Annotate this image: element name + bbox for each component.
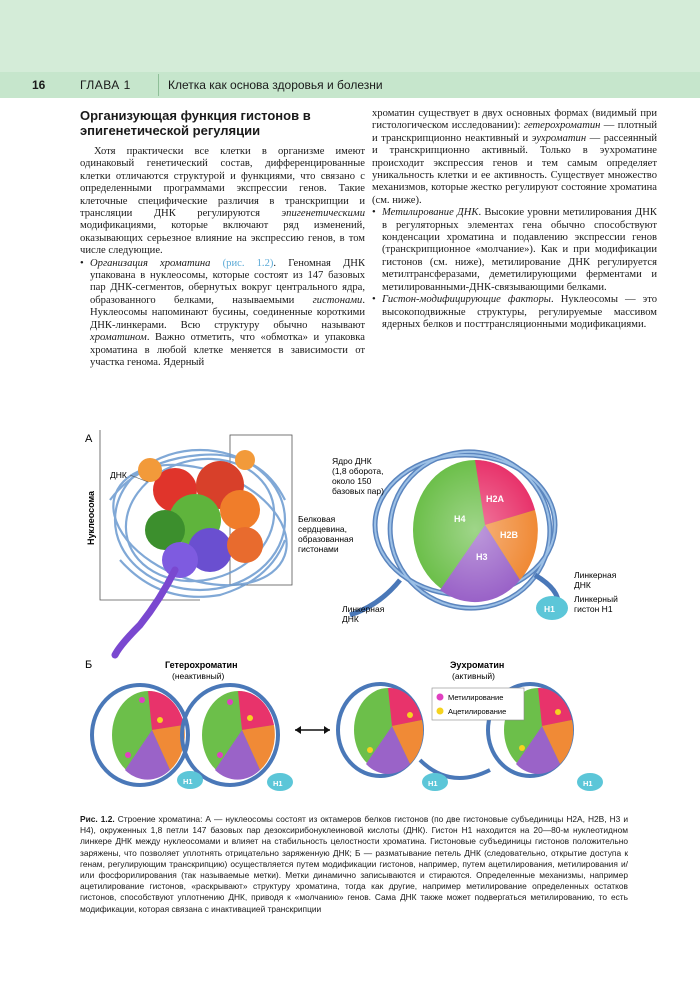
panel-b-label: Б — [85, 659, 93, 671]
euchromatin-subtitle: (активный) — [452, 671, 495, 681]
svg-text:ДНК: ДНК — [574, 580, 591, 590]
chapter-title: Клетка как основа здоровья и болезни — [168, 78, 383, 92]
euchromatin-title: Эухроматин — [450, 660, 505, 670]
core-label — [298, 514, 354, 554]
heterochromatin-subtitle: (неактивный) — [172, 671, 225, 681]
bullet-chromatin: • Организация хроматина (рис. 1.2). Геномная ДНК упакована в нуклеосомы, которые состоят из 147 базовых пар ДНК-сегментов, обернутых вокруг центрального ядра, образованного белками, называемыми гистонами. Нуклеосомы напоминают бусины, соединенные короткими ДНК-линкерами. Всю структуру обычно называют хроматином. Важно отметить, что «обмотка» и упаковка хроматина в любой клетке меняется в зависимости от участка генома. Ядерный — [80, 257, 366, 368]
figure-caption: Рис. 1.2. Строение хроматина: А — нуклеосомы состоят из октамеров белков гистонов (по две гистоновые субъединицы H2A, H2B, H3 и H4), окруженных 1,8 петли 147 базовых пар дезоксирибонуклеиновой кислоты (ДНК). Гистон H1 находится на 20—80-м нуклеотидном линкере ДНК между нуклеосомами и влияет на стабильность целостности хроматина. Гистоновые субъединицы гистонов положительно заряжены, что позволяет уплотнять отрицательно заряженную ДНК; Б — разматывание петель ДНК (следовательно, открытие доступа к генам, регулирующим транскрипцию) осуществляется путем модификации гистонов, например, путем ацетилирования, метилирования и/или фосфорилирования (так называемые метки). Метки динамично записываются и стираются. Определенные механизмы, например ацетилирование гистонов, «раскрывают» структуру хроматина, тогда как другие, например метилирование определенных остатков гистонов, способствуют уплотнению ДНК, приводя к «молчанию» генов. Сама ДНК также может подвергаться метилированию, то есть модификации, которая связана с инактивацией транскрипции — [80, 814, 628, 914]
dna-label-3d: ДНК — [110, 470, 127, 480]
svg-text:сердцевина,: сердцевина, — [298, 524, 348, 534]
svg-text:(1,8 оборота,: (1,8 оборота, — [332, 466, 384, 476]
h1-label: H1 — [544, 604, 555, 614]
legend-acetylation: Ацетилирование — [448, 707, 507, 716]
svg-text:базовых пар): базовых пар) — [332, 486, 384, 496]
svg-text:образованная: образованная — [298, 534, 354, 544]
panel-a-label: А — [85, 433, 93, 445]
h1-label-b1: H1 — [183, 777, 193, 786]
intro-paragraph: Хотя практически все клетки в организме имеют одинаковый генетический состав, дифференцированные клетки отличаются структурой и функциями, что связано с определенными программами экспрессии генов. Такие клеточные специфические различия в транскрипции и трансляции ДНК регулируются эпигенетическими модификациями, которые включают ряд изменений, оказывающих серьезное влияние на экспрессию генов, в том числе следующие. — [80, 146, 365, 257]
chromatin-forms-paragraph: хроматин существует в двух основных формах (видимый при гистологическом исследовании): гетерохроматин — плотный и транскрипционно неактивный и эухроматин — рассеянный и транскрипционно активный. Только в эухроматине происходит экспрессия генов и тем самым определяет уникальность клетки и ее активность. Существует множество механизмов, которые жестко регулируют состояние хроматина (см. ниже). — [372, 108, 657, 206]
svg-text:Линкерная: Линкерная — [342, 604, 385, 614]
nucleosome-vertical-label: Нуклеосома — [86, 490, 96, 545]
linker-dna-right-label — [574, 570, 617, 590]
page-number: 16 — [32, 78, 46, 92]
dna-core-label — [332, 456, 384, 496]
svg-text:Линкерная: Линкерная — [574, 570, 617, 580]
h1-label-b2: H1 — [273, 779, 283, 788]
bullet-histone-factors: • Гистон-модифицирующие факторы. Нуклеосомы — это высокоподвижные структуры, регулируемые массивом ядерных белков и посттрансляционными модификациями. — [372, 294, 657, 330]
section-title: Организующая функция гистонов в эпигенетической регуляции — [80, 108, 311, 138]
h4-label: H4 — [454, 514, 466, 524]
header-separator — [158, 74, 159, 96]
svg-text:Ядро ДНК: Ядро ДНК — [332, 456, 372, 466]
figure-ref-link[interactable]: (рис. 1.2) — [222, 257, 274, 269]
svg-text:гистон H1: гистон H1 — [574, 604, 613, 614]
svg-text:ДНК: ДНК — [342, 614, 359, 624]
svg-text:Белковая: Белковая — [298, 514, 336, 524]
right-column — [372, 108, 657, 331]
h1-label-b4: H1 — [583, 779, 593, 788]
svg-text:гистонами: гистонами — [298, 544, 339, 554]
figure-chromatin — [80, 430, 620, 805]
svg-text:Линкерный: Линкерный — [574, 594, 618, 604]
heterochromatin-title: Гетерохроматин — [165, 660, 238, 670]
nucleosome-3d-model — [97, 430, 304, 655]
left-column — [80, 108, 365, 369]
h2a-label: H2A — [486, 494, 505, 504]
h3-label: H3 — [476, 552, 488, 562]
legend-methylation: Метилирование — [448, 693, 504, 702]
figure-drawing — [80, 430, 620, 805]
h2b-label: H2B — [500, 530, 519, 540]
bullet-dna-methylation: • Метилирование ДНК. Высокие уровни метилирования ДНК в регуляторных элементах гена обычно способствуют конденсации хроматина и подавлению экспрессии генов (транскрипционное «молчание»). Как и при модификации гистонов (см. ниже), метилирование ДНК регулируется метилтрансферазами, деметилирующими ферментами и метилированными-ДНК-связывающими белками. — [372, 207, 657, 293]
linker-histone-label — [574, 594, 618, 614]
nucleosome-schematic — [350, 434, 568, 626]
svg-text:около 150: около 150 — [332, 476, 372, 486]
h1-label-b3: H1 — [428, 779, 438, 788]
linker-dna-left-label — [342, 604, 385, 624]
chapter-label: ГЛАВА 1 — [80, 78, 131, 92]
panel-b-nucleosomes — [92, 684, 603, 791]
